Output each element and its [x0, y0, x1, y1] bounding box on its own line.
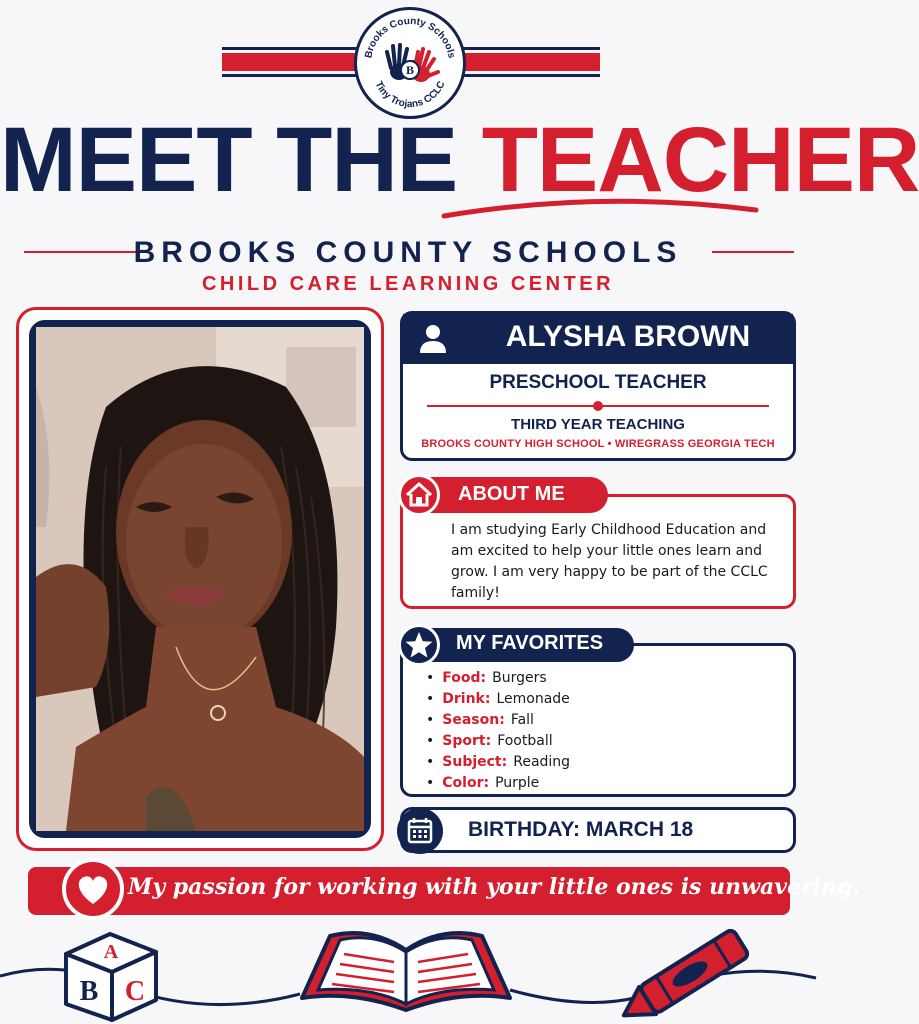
favorites-list: [426, 668, 570, 794]
name-card-divider: [427, 405, 769, 407]
header-bar-right: [462, 47, 600, 77]
header-bar-left: [222, 47, 362, 77]
block-letter-b: B: [79, 976, 99, 1007]
teacher-role: PRESCHOOL TEACHER: [489, 372, 707, 393]
abc-block-icon: [66, 934, 156, 1020]
teacher-name: ALYSHA BROWN: [505, 320, 751, 353]
favorite-item: • Season: Fall: [426, 710, 570, 731]
about-me-badge: [398, 474, 440, 516]
school-subtitle: CHILD CARE LEARNING CENTER: [201, 273, 615, 295]
favorites-label: MY FAVORITES: [456, 632, 604, 654]
favorite-item: • Subject: Reading: [426, 752, 570, 773]
school-name: BROOKS COUNTY SCHOOLS: [133, 236, 683, 269]
birthday-text: BIRTHDAY: MARCH 18: [468, 818, 694, 841]
teacher-education: BROOKS COUNTY HIGH SCHOOL • WIREGRASS GEORGIA TECH: [421, 438, 775, 450]
calendar-icon: [397, 808, 443, 854]
name-header: [403, 314, 793, 364]
favorite-item: • Drink: Lemonade: [426, 689, 570, 710]
block-letter-c: C: [124, 976, 146, 1007]
birthday-badge: [397, 808, 443, 854]
favorite-item: • Color: Purple: [426, 773, 570, 794]
star-icon: [401, 627, 437, 663]
school-logo: [354, 7, 466, 119]
title-underline-swoosh: [440, 196, 760, 220]
crayon-icon: [615, 929, 749, 1024]
teacher-photo: [29, 320, 371, 838]
teacher-name-card: [400, 311, 796, 461]
teacher-photo-frame: [16, 307, 384, 851]
title-part-1: MEET THE: [0, 109, 458, 211]
favorite-item: • Sport: Football: [426, 731, 570, 752]
logo-monogram: B: [405, 63, 415, 77]
svg-text:Tiny Trojans CCLC: [373, 80, 448, 110]
person-icon: [419, 324, 447, 354]
svg-text:Brooks County Schools: [363, 16, 457, 60]
logo-top-text: Brooks County Schools: [363, 15, 457, 60]
house-icon: [401, 477, 437, 513]
book-icon: [302, 933, 510, 1010]
page-title: [0, 109, 919, 211]
bottom-decoration: [0, 920, 816, 1024]
heart-icon: [66, 862, 120, 916]
passion-text: My passion for working with your little ones is unwavering.: [128, 874, 861, 900]
logo-bottom-text: Tiny Trojans CCLC: [372, 79, 448, 111]
about-me-label: ABOUT ME: [458, 483, 565, 505]
favorites-badge: [398, 624, 440, 666]
favorite-item: • Food: Burgers: [426, 668, 570, 689]
block-letter-a: A: [103, 941, 119, 963]
heart-badge: [62, 858, 124, 920]
about-me-text: I am studying Early Childhood Education and am excited to help your little ones learn and grow. I am very happy to be part of the CCLC family!: [451, 522, 768, 601]
teacher-experience: THIRD YEAR TEACHING: [511, 416, 685, 433]
title-part-2: TEACHER: [481, 109, 919, 211]
